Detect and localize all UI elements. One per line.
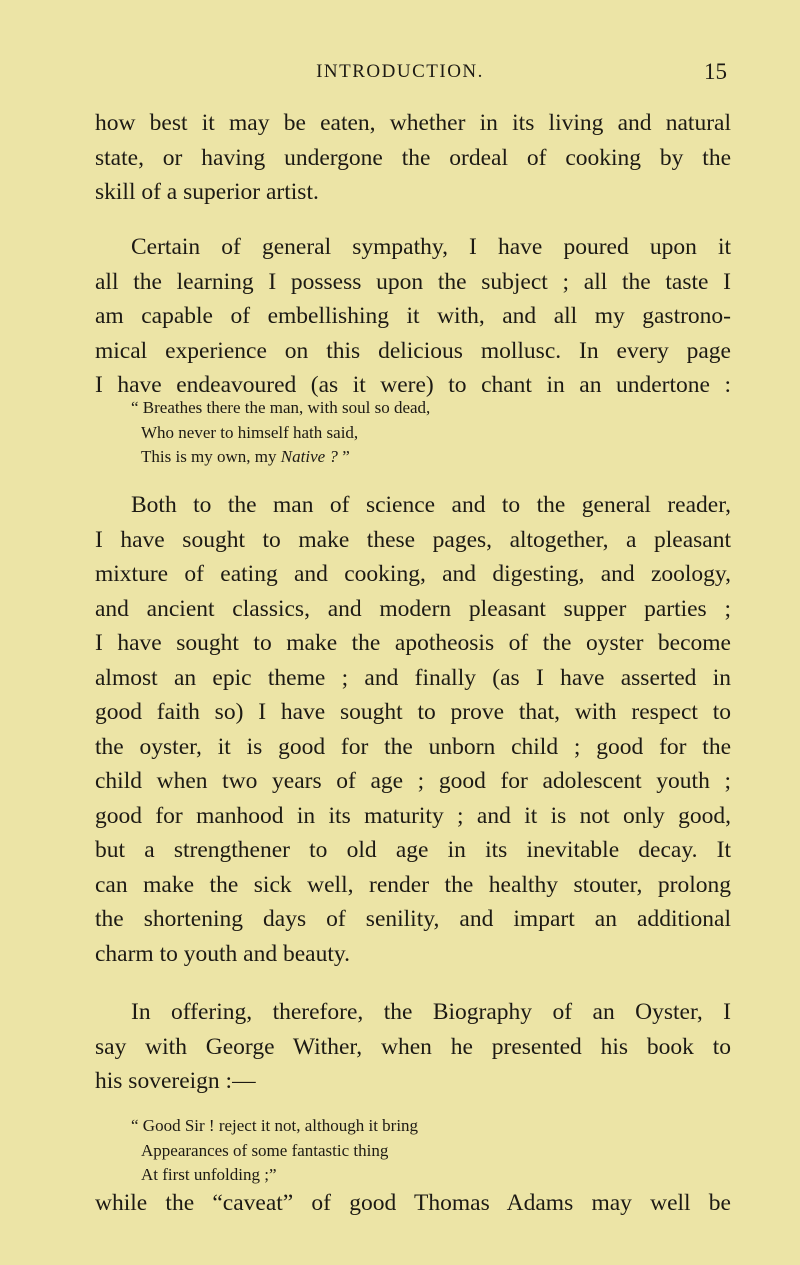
- text-line: the oyster, it is good for the unborn child ; good for the: [95, 733, 731, 760]
- text-line: say with George Wither, when he presented his book to: [95, 1033, 731, 1060]
- text-line: but a strengthener to old age in its inevitable decay. It: [95, 837, 731, 863]
- page-number: 15: [704, 59, 727, 84]
- paragraph-3: [95, 488, 731, 971]
- text-line: am capable of embellishing it with, and all my gastrono-: [95, 303, 731, 329]
- text-line: I have sought to make these pages, altogether, a pleasant: [95, 526, 731, 553]
- text-line: good for manhood in its maturity ; and it is not only good,: [95, 802, 731, 829]
- text-line: and ancient classics, and modern pleasant supper parties ;: [95, 595, 731, 622]
- text-line: Both to the man of science and to the general reader,: [131, 492, 731, 518]
- verse-line: “ Breathes there the man, with soul so dead,: [131, 398, 431, 417]
- verse-line: This is my own, my Native ? ”: [141, 447, 350, 466]
- text-line: In offering, therefore, the Biography of an Oyster, I: [131, 999, 731, 1025]
- verse-quotation-1: [131, 396, 430, 470]
- text-line: while the “caveat” of good Thomas Adams may well be: [95, 1190, 731, 1216]
- text-line: skill of a superior artist.: [95, 179, 319, 205]
- text-line: Certain of general sympathy, I have poured upon it: [131, 234, 731, 260]
- paragraph-2: [95, 230, 731, 403]
- verse-line: Who never to himself hath said,: [141, 422, 359, 442]
- running-title: INTRODUCTION.: [316, 61, 484, 82]
- text-line: I have endeavoured (as it were) to chant in an undertone :: [95, 372, 731, 398]
- text-line: good faith so) I have sought to prove that, with respect to: [95, 699, 731, 725]
- text-line: his sovereign :—: [95, 1068, 256, 1094]
- text-line: all the learning I possess upon the subject ; all the taste I: [95, 268, 731, 295]
- paragraph-4: [95, 995, 731, 1099]
- text-line: how best it may be eaten, whether in its living and natural: [95, 110, 731, 136]
- verse-line: Appearances of some fantastic thing: [141, 1140, 389, 1160]
- verse-line: At first unfolding ;”: [141, 1165, 277, 1184]
- text-line: can make the sick well, render the healthy stouter, prolong: [95, 871, 731, 898]
- native-italic: Native ?: [280, 447, 338, 466]
- text-line: almost an epic theme ; and finally (as I have asserted in: [95, 664, 731, 691]
- paragraph-1: [95, 106, 731, 210]
- text-line: mixture of eating and cooking, and digesting, and zoology,: [95, 561, 731, 587]
- text-line: charm to youth and beauty.: [95, 940, 350, 967]
- text-line: mical experience on this delicious mollusc. In every page: [95, 337, 731, 364]
- text-line: state, or having undergone the ordeal of cooking by the: [95, 144, 731, 171]
- text-line: I have sought to make the apotheosis of the oyster become: [95, 630, 731, 656]
- verse-line: “ Good Sir ! reject it not, although it bring: [131, 1116, 419, 1135]
- text-line: the shortening days of senility, and impart an additional: [95, 906, 731, 932]
- verse-quotation-2: [131, 1114, 418, 1188]
- paragraph-5: [95, 1186, 731, 1221]
- text-line: child when two years of age ; good for adolescent youth ;: [95, 768, 731, 794]
